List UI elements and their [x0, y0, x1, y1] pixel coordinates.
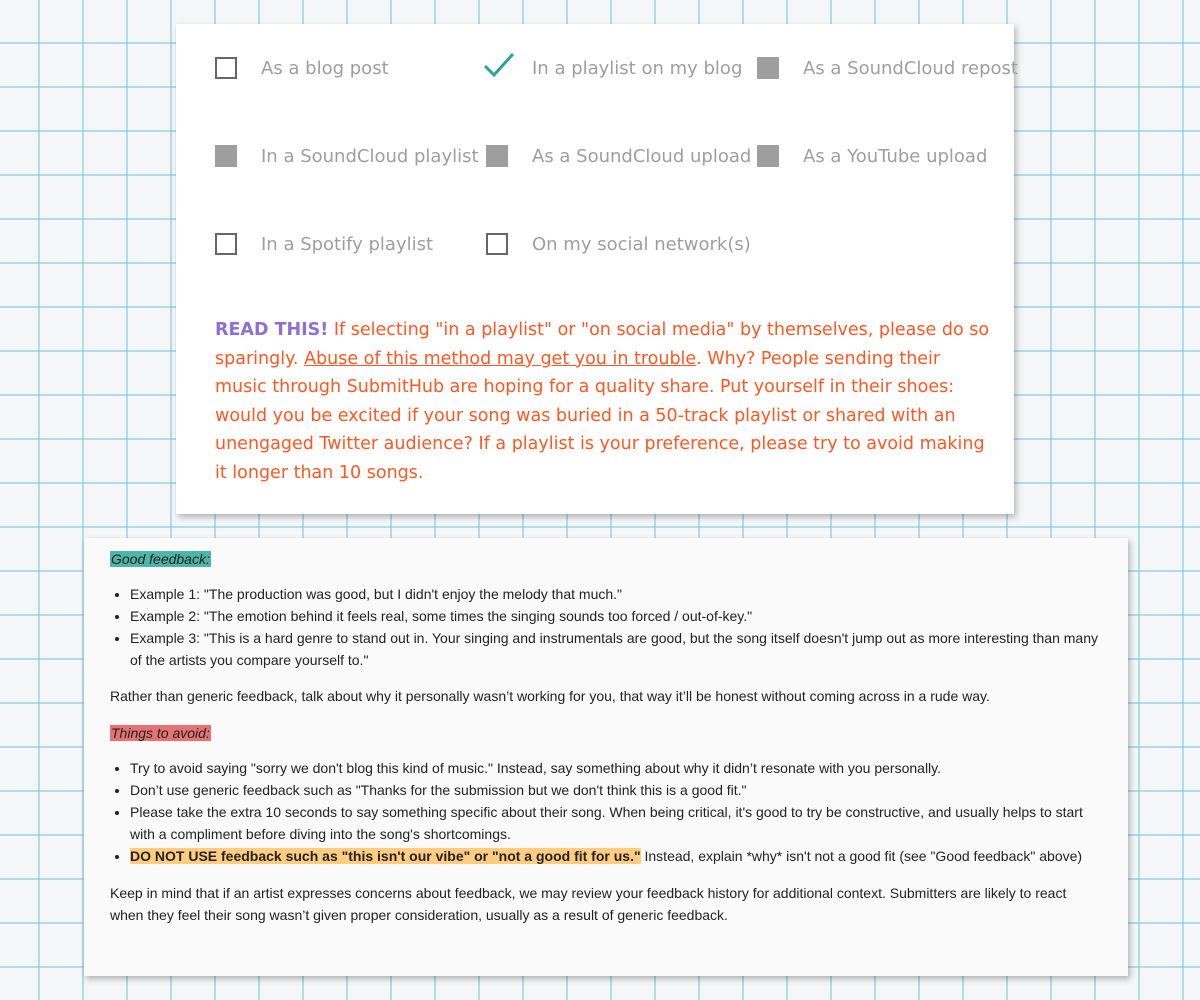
option-label: In a SoundCloud playlist	[261, 146, 479, 167]
option-label: As a YouTube upload	[803, 146, 988, 167]
checkbox-disabled-icon	[486, 145, 508, 167]
list-item: • Example 3: "This is a hard genre to stand out in. Your singing and instrumentals are good, but the song itself doesn't jump out as more interesting than many of the artists you compare yourself to."	[130, 627, 1102, 671]
do-not-use-explanation: Instead, explain *why* isn't not a good fit (see "Good feedback" above)	[640, 848, 1083, 864]
good-examples-list	[110, 583, 1102, 671]
good-feedback-heading: Good feedback:	[111, 551, 210, 567]
list-item: • Please take the extra 10 seconds to say something specific about their song. When being critical, it's good to try be constructive, and usually helps to start with a compliment before diving into the song's shortcomings.	[130, 801, 1102, 845]
option-label: As a blog post	[261, 58, 389, 79]
avoid-heading-row	[110, 722, 1102, 744]
option-label: As a SoundCloud repost	[803, 58, 1018, 79]
checkbox-disabled-icon	[757, 145, 779, 167]
option-soundcloud-playlist	[261, 140, 501, 173]
list-item: • Example 2: "The emotion behind it feels real, some times the singing sounds too forced / out-of-key."	[130, 605, 1102, 627]
share-options-card	[176, 24, 1018, 514]
option-label: In a playlist on my blog	[532, 58, 743, 79]
list-item: • Don’t use generic feedback such as "Thanks for the submission but we don't think this is a good fit."	[130, 779, 1102, 801]
avoid-list	[110, 757, 1102, 867]
option-soundcloud-upload	[532, 140, 772, 173]
checkbox-unchecked-icon[interactable]	[486, 233, 508, 255]
playlist-warning	[215, 316, 995, 488]
option-label: As a SoundCloud upload	[532, 146, 752, 167]
generic-feedback-note: Rather than generic feedback, talk about why it personally wasn’t working for you, that way it’ll be honest without coming across in a rude way.	[110, 688, 990, 704]
option-youtube-upload	[803, 140, 1043, 173]
checkbox-disabled-icon	[215, 145, 237, 167]
things-to-avoid-heading: Things to avoid:	[111, 725, 210, 741]
option-blog-post[interactable]	[261, 52, 501, 85]
checkmark-icon[interactable]	[482, 50, 516, 80]
closing-note: Keep in mind that if an artist expresses concerns about feedback, we may review your feedback history for additional context. Submitters are likely to react when they feel their song wasn’t given proper consideration, usually as a result of generic feedback.	[110, 885, 1067, 923]
good-feedback-heading-row	[110, 548, 1102, 570]
option-label: On my social network(s)	[532, 234, 751, 255]
list-item-do-not-use	[130, 845, 1102, 867]
feedback-guidelines-card	[84, 538, 1128, 976]
list-item: • Try to avoid saying "sorry we don't blog this kind of music." Instead, say something about why it didn’t resonate with you personally.	[130, 757, 1102, 779]
checkbox-unchecked-icon[interactable]	[215, 233, 237, 255]
checkbox-disabled-icon	[757, 57, 779, 79]
option-soundcloud-repost	[803, 52, 1043, 85]
warning-underlined-text: Abuse of this method may get you in trouble	[304, 348, 697, 369]
option-social-networks[interactable]	[532, 228, 772, 261]
option-label: In a Spotify playlist	[261, 234, 434, 255]
warning-text-2: . Why? People sending their music through SubmitHub are hoping for a quality share. Put yourself in their shoes: would you be excited if your song was buried in a 50-track playlist or shared with an unengaged Twitter audience? If a playlist is your preference, please try to avoid making it longer than 10 songs.	[215, 348, 985, 483]
warning-lead: READ THIS!	[215, 320, 329, 340]
option-spotify-playlist[interactable]	[261, 228, 501, 261]
do-not-use-highlight: DO NOT USE feedback such as "this isn't our vibe" or "not a good fit for us."	[130, 848, 641, 864]
list-item: • Example 1: "The production was good, but I didn't enjoy the melody that much."	[130, 583, 1102, 605]
warning-text-1: If selecting "in a playlist" or "on social media" by themselves, please do so sparingly.	[215, 320, 990, 369]
checkbox-unchecked-icon[interactable]	[215, 57, 237, 79]
option-playlist-on-blog[interactable]	[532, 52, 772, 85]
